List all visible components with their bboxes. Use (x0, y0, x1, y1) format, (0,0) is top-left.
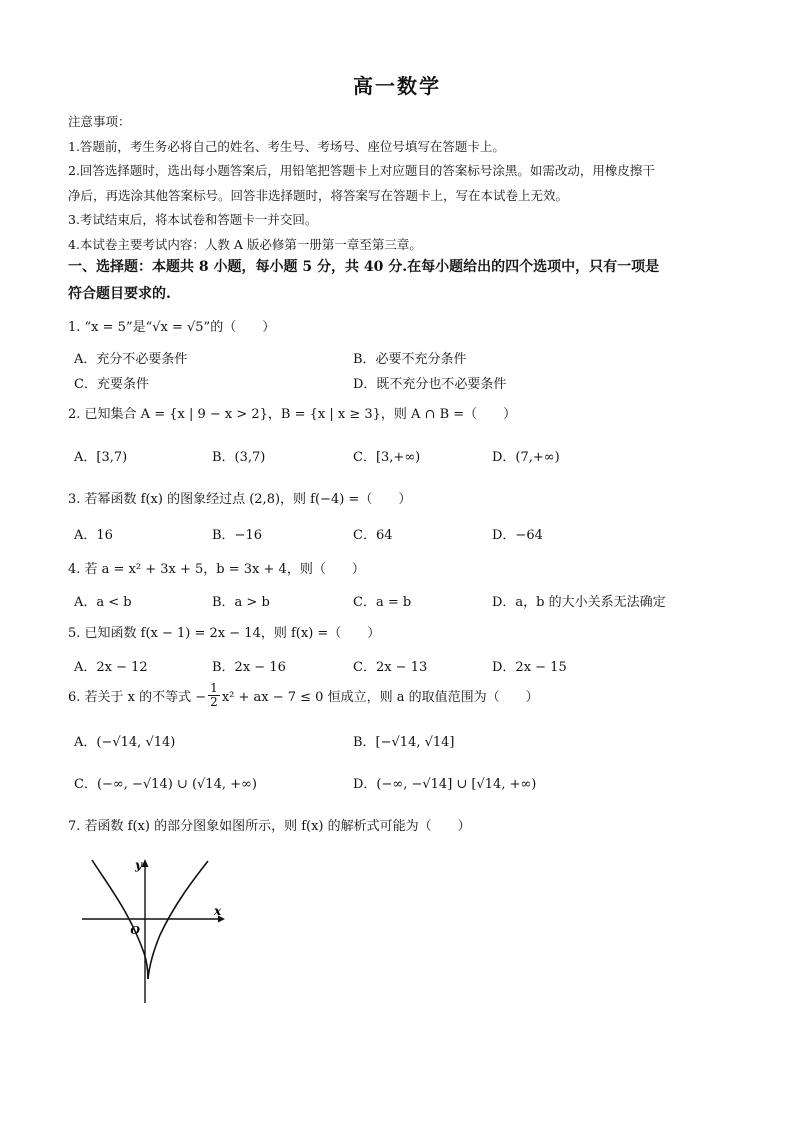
question-6-stem-suffix: x² + ax − 7 ≤ 0 恒成立，则 a 的取值范围为（ ） (221, 690, 539, 705)
question-5-stem: 5. 已知函数 f(x − 1) = 2x − 14，则 f(x) =（ ） (68, 626, 381, 641)
notes-item: 1.答题前，考生务必将自己的姓名、考生号、考场号、座位号填写在答题卡上。 (68, 138, 505, 154)
fraction-denominator: 2 (210, 695, 218, 709)
question-3-option-c: C．64 (353, 528, 393, 543)
question-3-option-d: D．−64 (492, 528, 543, 543)
question-1-option-a: A．充分不必要条件 (74, 352, 188, 367)
notes-item: 3.考试结束后，将本试卷和答题卡一并交回。 (68, 212, 318, 227)
section-heading-line-2: 符合题目要求的. (68, 286, 171, 302)
question-2-option-d: D．(7,+∞) (492, 450, 560, 465)
question-4-option-d: D．a，b 的大小关系无法确定 (492, 595, 666, 610)
function-graph-figure (78, 855, 228, 1005)
question-2-option-b: B．(3,7) (212, 450, 266, 465)
page-title: 高一数学 (353, 74, 441, 98)
question-3-option-b: B．−16 (212, 528, 262, 543)
question-5-option-c: C．2x − 13 (353, 660, 428, 675)
question-6-option-b: B．[−√14, √14] (353, 735, 455, 750)
question-3-option-a: A．16 (74, 528, 113, 543)
question-1-option-c: C．充要条件 (74, 377, 149, 392)
question-7-stem: 7. 若函数 f(x) 的部分图象如图所示，则 f(x) 的解析式可能为（ ） (68, 819, 471, 834)
section-heading (68, 254, 733, 308)
question-6-stem (68, 682, 539, 709)
notes-heading: 注意事项： (68, 114, 131, 129)
question-2-stem: 2. 已知集合 A = {x | 9 − x > 2}，B = {x | x ≥ 3}，则 A ∩ B =（ ） (68, 407, 517, 422)
question-4-option-a: A．a < b (74, 595, 132, 610)
question-4-option-b: B．a > b (212, 595, 270, 610)
curve-right-branch (148, 861, 208, 979)
question-1-option-b: B．必要不充分条件 (353, 352, 467, 367)
fraction (208, 682, 220, 709)
question-5-option-a: A．2x − 12 (74, 660, 148, 675)
question-5-option-b: B．2x − 16 (212, 660, 286, 675)
question-6-option-c: C．(−∞, −√14) ∪ (√14, +∞) (74, 777, 257, 792)
y-axis-arrow (142, 859, 149, 867)
notes-item: 净后，再选涂其他答案标号。回答非选择题时，将答案写在答题卡上，写在本试卷上无效。 (68, 187, 569, 203)
fraction-numerator: 1 (210, 681, 218, 695)
question-3-stem: 3. 若幂函数 f(x) 的图象经过点 (2,8)，则 f(−4) =（ ） (68, 492, 412, 507)
question-2-option-a: A．[3,7) (74, 450, 128, 465)
y-axis-label: y (135, 858, 142, 872)
question-4-option-c: C．a = b (353, 595, 412, 610)
question-6-option-d: D．(−∞, −√14] ∪ [√14, +∞) (353, 777, 537, 792)
notes-item: 2.回答选择题时，选出每小题答案后，用铅笔把答题卡上对应题目的答案标号涂黑。如需改动，用橡皮擦干 (68, 163, 655, 178)
x-axis-label: x (214, 904, 222, 918)
section-heading-line-1: 一、选择题：本题共 8 小题，每小题 5 分，共 40 分.在每小题给出的四个选项中，只有一项是 (68, 259, 660, 275)
origin-label: O (130, 924, 140, 937)
question-1-stem: 1. “x = 5”是“√x = √5”的（ ） (68, 320, 276, 335)
question-6-option-a: A．(−√14, √14) (74, 735, 176, 750)
notes-block (68, 110, 738, 257)
question-6-stem-prefix: 6. 若关于 x 的不等式 − (68, 690, 207, 705)
question-4-stem: 4. 若 a = x² + 3x + 5，b = 3x + 4，则（ ） (68, 562, 365, 577)
question-5-option-d: D．2x − 15 (492, 660, 567, 675)
question-1-option-d: D．既不充分也不必要条件 (353, 377, 507, 392)
question-2-option-c: C．[3,+∞) (353, 450, 421, 465)
notes-item: 4.本试卷主要考试内容：人教 A 版必修第一册第一章至第三章。 (68, 236, 422, 252)
